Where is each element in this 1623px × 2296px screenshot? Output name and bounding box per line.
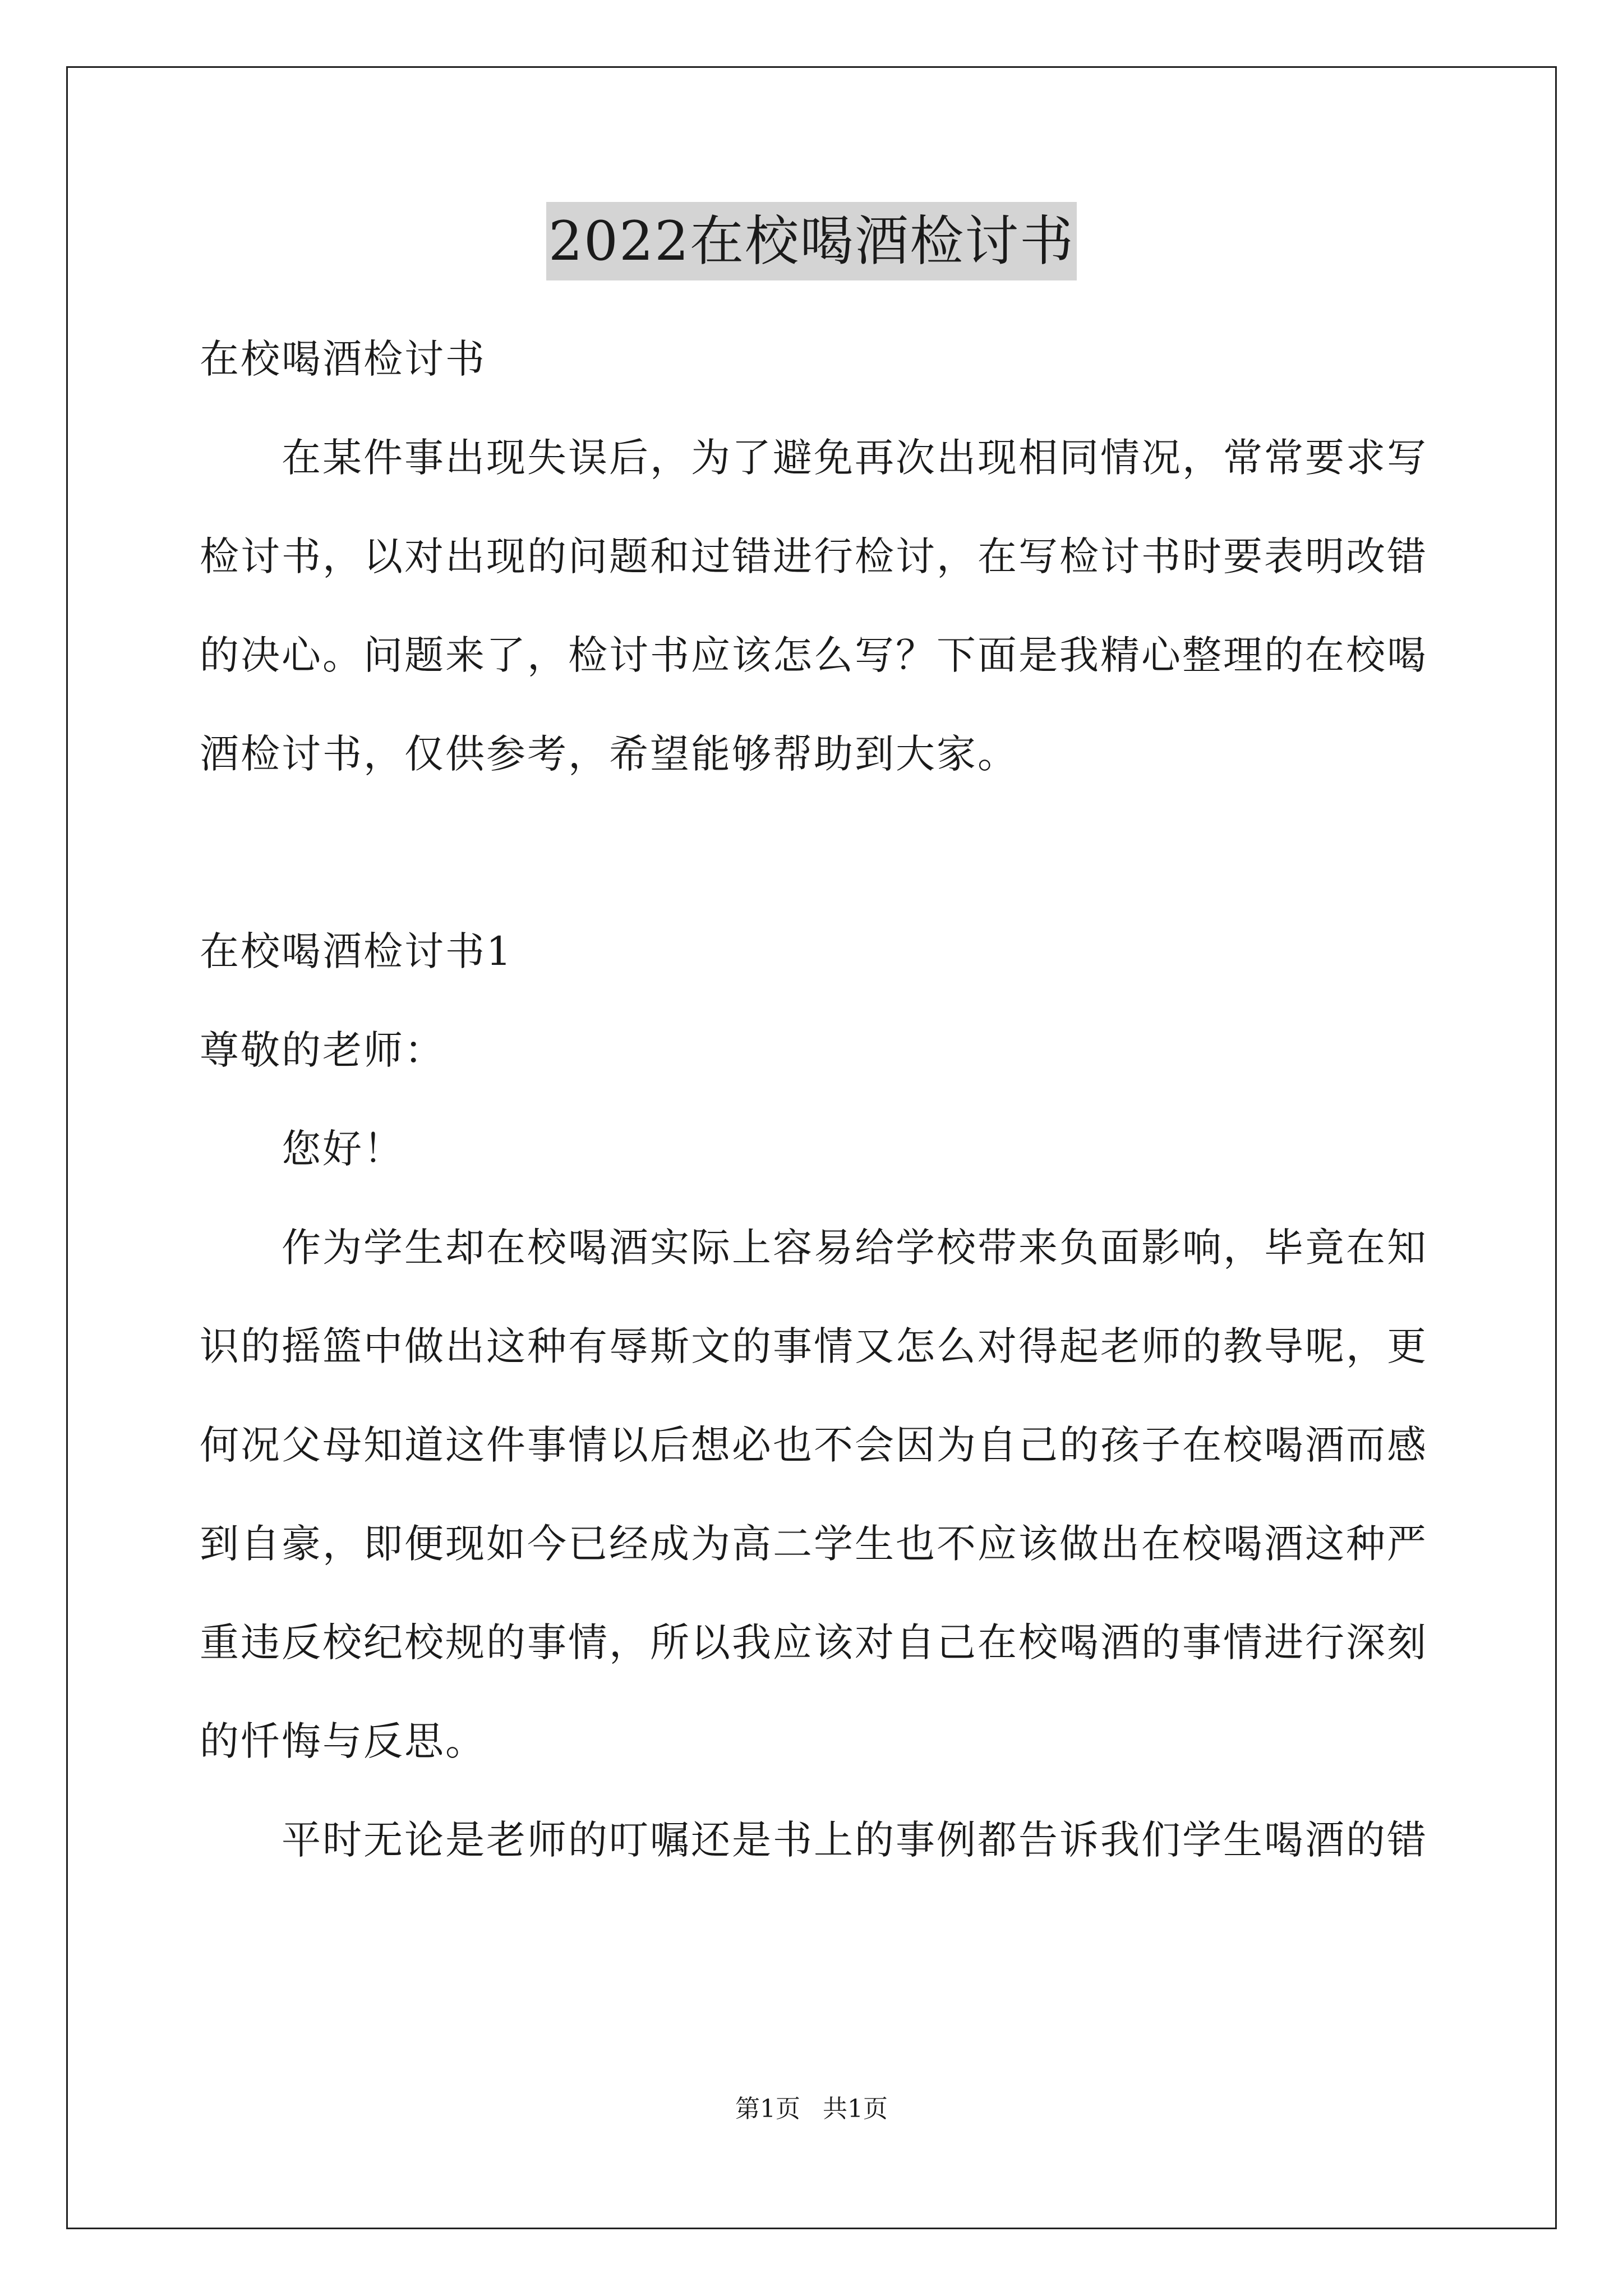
page-number: 第1页	[735, 2095, 800, 2123]
body-paragraph: 平时无论是老师的叮嘱还是书上的事例都告诉我们学生喝酒的错	[282, 1817, 1428, 1863]
title-container	[0, 202, 1623, 280]
page-total: 共1页	[823, 2095, 888, 2123]
section-heading: 在校喝酒检讨书1	[200, 928, 513, 974]
intro-paragraph: 在某件事出现失误后，为了避免再次出现相同情况，常常要求写检讨书，以对出现的问题和过错进行检讨，在写检讨书时要表明改错的决心。问题来了，检讨书应该怎么写？下面是我精心整理的在校喝酒检讨书，仅供参考，希望能够帮助到大家。	[200, 435, 1428, 777]
salutation: 尊敬的老师：	[200, 1027, 445, 1073]
page-footer	[0, 2092, 1623, 2126]
subtitle: 在校喝酒检讨书	[200, 336, 486, 382]
greeting: 您好！	[282, 1126, 404, 1172]
body-paragraph: 作为学生却在校喝酒实际上容易给学校带来负面影响，毕竟在知识的摇篮中做出这种有辱斯文的事情又怎么对得起老师的教导呢，更何况父母知道这件事情以后想必也不会因为自己的孩子在校喝酒而感到自豪，即便现如今已经成为高二学生也不应该做出在校喝酒这种严重违反校纪校规的事情，所以我应该对自己在校喝酒的事情进行深刻的忏悔与反思。	[200, 1225, 1428, 1764]
document-title: 2022在校喝酒检讨书	[546, 202, 1077, 280]
paragraph-gap	[200, 803, 1428, 902]
document-body	[200, 310, 1428, 1889]
